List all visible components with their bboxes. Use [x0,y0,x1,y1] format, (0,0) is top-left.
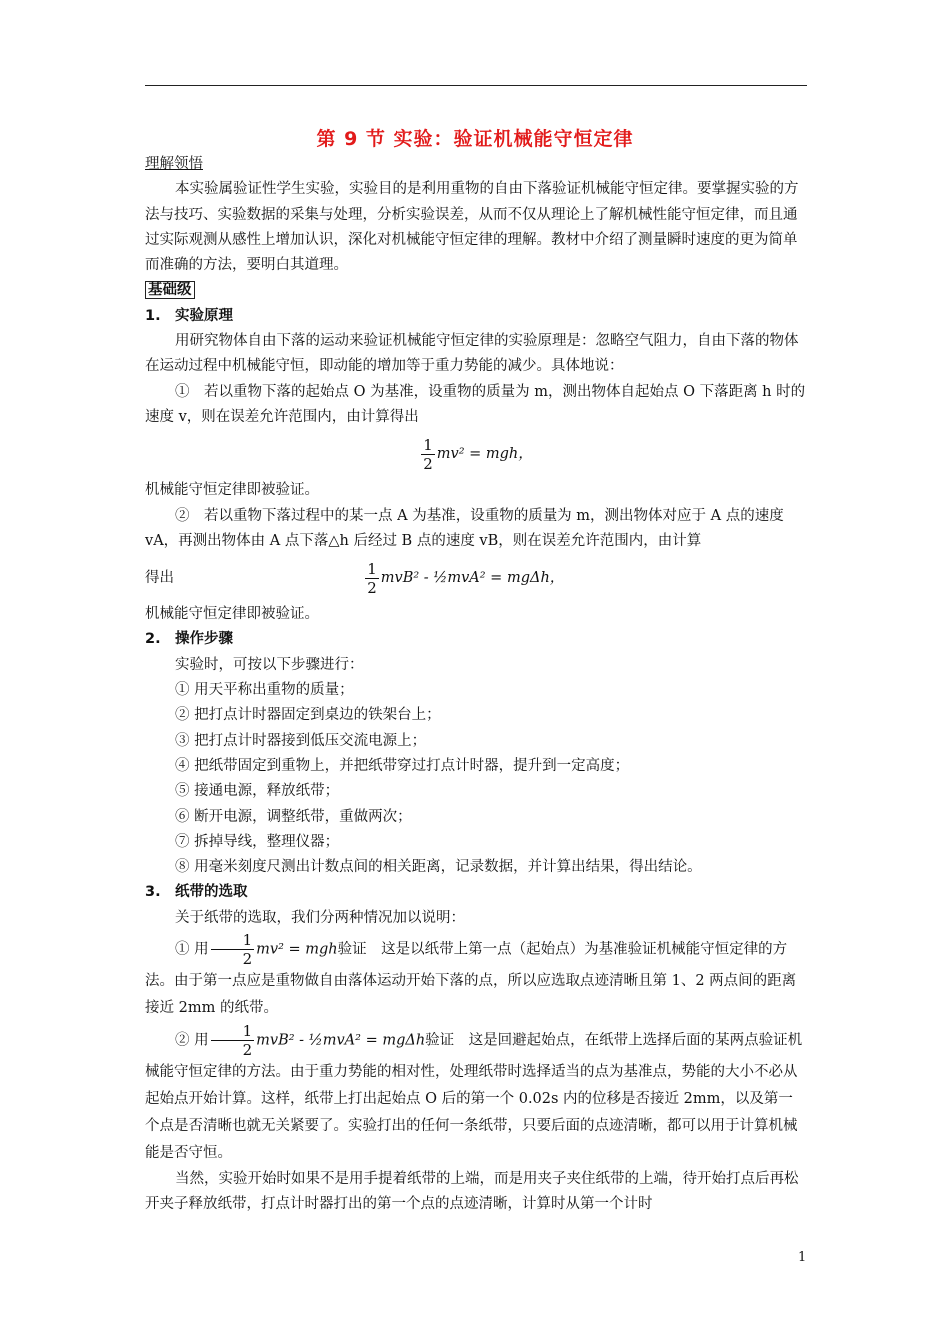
step-item: ⑦ 拆掉导线，整理仪器； [175,833,340,850]
closing-paragraph: 当然，实验开始时如果不是用手提着纸带的上端，而是用夹子夹住纸带的上端，待开始打点后再松开夹子释放纸带，打点计时器打出的第一个点的点迹清晰，计算时从第一个计时 [145,1171,799,1213]
method-1: ① 用 $\frac{1}{2}$ mv² = mgh验证 这是以纸带上第一点（起始点）为基准验证机械能守恒定律的方法。由于第一点应是重物做自由落体运动开始下落的点，所以应选取点迹清晰且第 1、2 两点间的距离接近 2mm 的纸带。 [145,931,797,1017]
case-2: ② 若以重物下落过程中的某一点 A 为基准，设重物的质量为 m，测出物体对应于 A 点的速度 vA，再测出物体由 A 点下落△h 后经过 B 点的速度 vB，则在误差允许范围内，由计算 [145,507,784,549]
page-number: 1 [798,1250,807,1265]
case-1: ① 若以重物下落的起始点 O 为基准，设重物的质量为 m，测出物体自起始点 O 下落距离 h 时的速度 v，则在误差允许范围内，由计算得出 [145,383,806,425]
heading-principle: 1. 实验原理 [145,307,233,324]
step-item: ③ 把打点计时器接到低压交流电源上； [175,732,427,749]
equation-2: mvB² - ½mvA² = mgΔh， [380,570,565,587]
heading-tape-selection: 3. 纸带的选取 [145,884,248,901]
document-body [145,152,807,1218]
step-item: ① 用天平称出重物的质量； [175,682,354,699]
conclusion-2: 机械能守恒定律即被验证。 [145,606,319,623]
tape-lead: 关于纸带的选取，我们分两种情况加以说明： [175,909,465,926]
method-2: ② 用 $\frac{1}{2}$ mvB² - ½mvA² = mgΔh验证 这是回避起始点，在纸带上选择后面的某两点验证机械能守恒定律的方法。由于重力势能的相对性，处理纸带时选择适当的点为基准点，势能的大小不必从起始点开始计算。这样，纸带上打出起始点 O 后的第一个 0.02s 内的位移是否接近 2mm，以及第一个点是否清晰也就无关紧要了。实验打出的任何一条纸带，只要后面的点迹清晰，都可以用于计算机械能是否守恒。 [145,1022,803,1162]
step-item: ⑥ 断开电源，调整纸带，重做两次； [175,808,412,825]
equation-1: $\frac{1}{2}$ mv² = mgh， [423,435,533,473]
steps-lead: 实验时，可按以下步骤进行： [175,656,364,673]
equation-2-line: 得出 $\frac{1}{2}$ mvB² - ½mvA² = mgΔh， [145,559,565,597]
step-item: ④ 把纸带固定到重物上，并把纸带穿过打点计时器，提升到一定高度； [175,757,630,774]
level-label: 基础级 [145,281,195,299]
conclusion-1: 机械能守恒定律即被验证。 [145,482,319,499]
principle-paragraph: 用研究物体自由下落的运动来验证机械能守恒定律的实验原理是：忽略空气阻力，自由下落的物体在运动过程中机械能守恒，即动能的增加等于重力势能的减少。具体地说： [145,333,799,375]
step-item: ② 把打点计时器固定到桌边的铁架台上； [175,707,441,724]
step-item: ⑧ 用毫米刻度尺测出计数点间的相关距离，记录数据，并计算出结果，得出结论。 [175,859,702,876]
section-label: 理解领悟 [145,156,203,172]
heading-steps: 2. 操作步骤 [145,631,233,648]
step-item: ⑤ 接通电源，释放纸带； [175,783,340,800]
intro-paragraph: 本实验属验证性学生实验，实验目的是利用重物的自由下落验证机械能守恒定律。要掌握实验的方法与技巧、实验数据的采集与处理，分析实验误差，从而不仅从理论上了解机械性能守恒定律，而且通过实际观测从感性上增加认识，深化对机械能守恒定律的理解。教材中介绍了测量瞬时速度的更为简单而准确的方法，要明白其道理。 [145,181,799,274]
page-title: 第 9 节 实验：验证机械能守恒定律 [316,128,634,150]
header-rule [145,85,807,86]
